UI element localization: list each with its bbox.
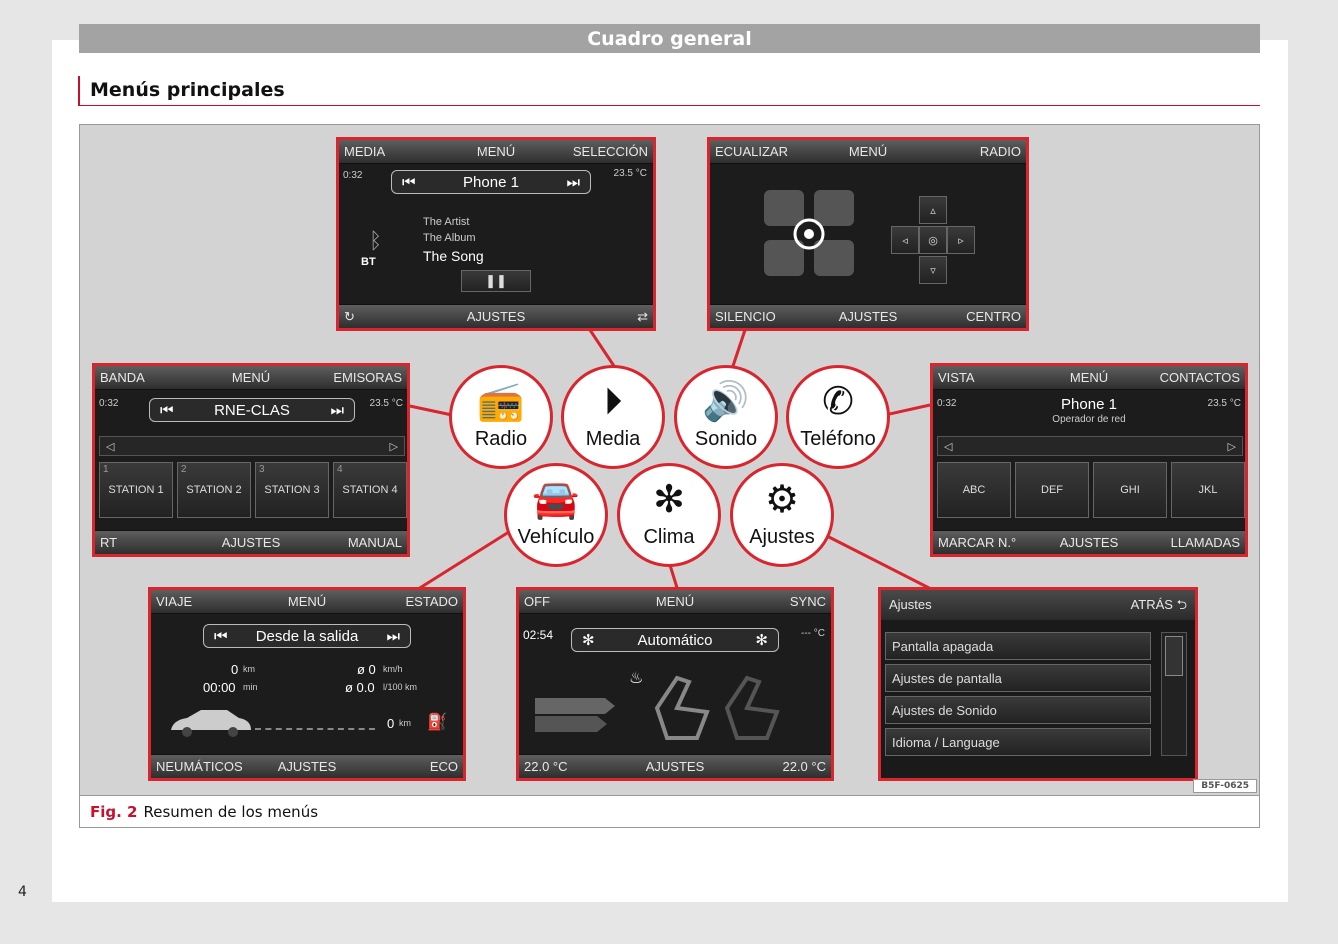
pause-button[interactable] bbox=[461, 270, 531, 292]
phone-tab-dial[interactable]: MARCAR N.° bbox=[938, 535, 1017, 550]
vehicle-screen bbox=[148, 587, 466, 781]
balance-left-button[interactable]: ◃ bbox=[891, 226, 919, 254]
trip-time-unit: min bbox=[243, 682, 258, 692]
phone-time: 0:32 bbox=[937, 398, 957, 409]
scrollbar-thumb[interactable] bbox=[1165, 636, 1183, 676]
figure-image bbox=[80, 125, 1259, 795]
figure-label: Fig. 2 bbox=[90, 803, 138, 821]
figure-caption bbox=[80, 795, 1259, 827]
balance-up-button[interactable]: ▵ bbox=[919, 196, 947, 224]
trip-avg-speed: ø 0 bbox=[357, 662, 376, 677]
radio-preset-2[interactable]: 2 STATION 2 bbox=[177, 462, 251, 518]
trip-selector[interactable] bbox=[203, 624, 411, 648]
sound-tab-settings[interactable]: AJUSTES bbox=[838, 309, 898, 324]
phone-key-abc[interactable]: ABC bbox=[937, 462, 1011, 518]
chevron-left-icon[interactable]: ◁ bbox=[106, 440, 115, 453]
radio-station-name: RNE-CLAS bbox=[214, 401, 290, 419]
next-icon[interactable]: ⏭ bbox=[386, 627, 400, 645]
vehicle-tab-trip[interactable]: VIAJE bbox=[156, 594, 193, 609]
settings-scrollbar[interactable] bbox=[1161, 632, 1187, 756]
gears-icon: ⚙ bbox=[764, 479, 800, 521]
phone-key-ghi[interactable]: GHI bbox=[1093, 462, 1167, 518]
media-tab-settings[interactable]: AJUSTES bbox=[466, 309, 526, 324]
vehicle-tab-tyres[interactable]: NEUMÁTICOS bbox=[156, 759, 243, 774]
radio-tab-rt[interactable]: RT bbox=[100, 535, 118, 550]
climate-tab-sync[interactable]: SYNC bbox=[789, 594, 826, 609]
radio-time: 0:32 bbox=[99, 398, 119, 409]
chevron-left-icon[interactable]: ◁ bbox=[944, 440, 953, 453]
hub-media[interactable]: ⏵ Media bbox=[561, 365, 665, 469]
media-time: 0:32 bbox=[343, 170, 363, 181]
hub-radio[interactable]: 📻 Radio bbox=[449, 365, 553, 469]
media-screen bbox=[336, 137, 656, 331]
speaker-icon: 🔊 bbox=[702, 381, 750, 423]
next-icon[interactable]: ⏭ bbox=[330, 401, 344, 419]
phone-temp: 23.5 °C bbox=[1207, 398, 1241, 409]
defrost-icon: ♨ bbox=[629, 670, 644, 687]
sound-tab-equalizer[interactable]: ECUALIZAR bbox=[715, 144, 788, 159]
settings-item-sound[interactable]: Ajustes de Sonido bbox=[885, 696, 1151, 724]
settings-item-language[interactable]: Idioma / Language bbox=[885, 728, 1151, 756]
media-tab-selection[interactable]: SELECCIÓN bbox=[572, 144, 649, 159]
fan-high-icon[interactable]: ✻ bbox=[755, 632, 768, 649]
settings-screen bbox=[878, 587, 1198, 781]
radio-icon: 📻 bbox=[477, 381, 525, 423]
figure-caption-text: Resumen de los menús bbox=[143, 803, 319, 821]
radio-tab-menu[interactable]: MENÚ bbox=[231, 370, 271, 385]
vehicle-tab-menu[interactable]: MENÚ bbox=[287, 594, 327, 609]
hub-climate[interactable]: ✻ Clima bbox=[617, 463, 721, 567]
phone-key-def[interactable]: DEF bbox=[1015, 462, 1089, 518]
section-title: Menús principales bbox=[78, 76, 1260, 106]
prev-icon[interactable]: ⏮ bbox=[402, 173, 416, 191]
sound-tab-menu[interactable]: MENÚ bbox=[848, 144, 888, 159]
radio-preset-nav[interactable] bbox=[99, 436, 405, 456]
radio-preset-1[interactable]: 1 STATION 1 bbox=[99, 462, 173, 518]
climate-temp-right[interactable]: 22.0 °C bbox=[782, 759, 826, 774]
media-tab-media[interactable]: MEDIA bbox=[344, 144, 386, 159]
phone-screen bbox=[930, 363, 1248, 557]
vehicle-tab-status[interactable]: ESTADO bbox=[405, 594, 458, 609]
car-seats-diagram bbox=[750, 184, 870, 288]
bluetooth-icon: ᛒ bbox=[369, 228, 383, 253]
figure bbox=[79, 124, 1260, 828]
play-icon: ⏵ bbox=[603, 381, 623, 423]
phone-operator: Operador de red bbox=[1052, 414, 1126, 425]
climate-mode-selector[interactable] bbox=[571, 628, 779, 652]
hub-vehicle[interactable]: 🚘 Vehículo bbox=[504, 463, 608, 567]
trip-distance-unit: km bbox=[243, 664, 255, 674]
balance-right-button[interactable]: ▹ bbox=[947, 226, 975, 254]
back-arrow-icon: ⮌ bbox=[1176, 597, 1187, 612]
figure-code: B5F-0625 bbox=[1193, 779, 1257, 793]
trip-distance: 0 bbox=[231, 662, 239, 677]
radio-screen bbox=[92, 363, 410, 557]
climate-tab-settings[interactable]: AJUSTES bbox=[645, 759, 705, 774]
media-source-name: Phone 1 bbox=[463, 173, 519, 191]
vehicle-tab-settings[interactable]: AJUSTES bbox=[277, 759, 337, 774]
car-silhouette-icon bbox=[167, 706, 253, 738]
phone-tab-view[interactable]: VISTA bbox=[938, 370, 975, 385]
media-album: The Album bbox=[423, 232, 476, 244]
trip-avg-consumption-unit: l/100 km bbox=[383, 682, 418, 692]
seats-illustration bbox=[637, 668, 807, 742]
chevron-right-icon[interactable]: ▷ bbox=[1227, 440, 1236, 453]
radio-preset-3[interactable]: 3 STATION 3 bbox=[255, 462, 329, 518]
settings-back-button[interactable]: ATRÁS ⮌ bbox=[1130, 597, 1187, 612]
fan-seat-icon: ✻ bbox=[653, 479, 685, 521]
radio-temp: 23.5 °C bbox=[369, 398, 403, 409]
pause-icon: ❚❚ bbox=[485, 273, 507, 288]
trip-time: 00:00 bbox=[203, 680, 236, 695]
phone-tab-calls[interactable]: LLAMADAS bbox=[1170, 535, 1240, 550]
climate-mode: Automático bbox=[637, 631, 713, 649]
radio-station-selector[interactable] bbox=[149, 398, 355, 422]
page-header: Cuadro general bbox=[79, 24, 1260, 53]
airflow-arrows bbox=[535, 688, 631, 734]
range-value: 0 bbox=[387, 716, 395, 731]
sound-tab-radio[interactable]: RADIO bbox=[979, 144, 1021, 159]
fuel-pump-icon: ⛽ bbox=[427, 714, 447, 731]
prev-icon[interactable]: ⏮ bbox=[160, 401, 174, 419]
trip-avg-consumption: ø 0.0 bbox=[345, 680, 375, 695]
sound-tab-center[interactable]: CENTRO bbox=[966, 309, 1021, 324]
trip-name: Desde la salida bbox=[255, 627, 359, 645]
range-bar bbox=[255, 728, 375, 730]
climate-outside-temp: --- °C bbox=[801, 628, 825, 639]
climate-time: 02:54 bbox=[523, 628, 554, 642]
media-song: The Song bbox=[423, 248, 484, 264]
radio-tab-settings[interactable]: AJUSTES bbox=[221, 535, 281, 550]
next-icon[interactable]: ⏭ bbox=[566, 173, 580, 191]
prev-icon[interactable]: ⏮ bbox=[214, 627, 228, 645]
phone-tab-settings[interactable]: AJUSTES bbox=[1059, 535, 1119, 550]
balance-center-button[interactable]: ◎ bbox=[919, 226, 947, 254]
media-tab-menu[interactable]: MENÚ bbox=[476, 144, 516, 159]
climate-temp-left[interactable]: 22.0 °C bbox=[524, 759, 568, 774]
media-temp: 23.5 °C bbox=[613, 168, 647, 179]
phone-name: Phone 1 bbox=[1061, 396, 1117, 413]
radio-tab-stations[interactable]: EMISORAS bbox=[333, 370, 402, 385]
media-artist: The Artist bbox=[423, 216, 470, 228]
balance-down-button[interactable]: ▿ bbox=[919, 256, 947, 284]
settings-item-display[interactable]: Ajustes de pantalla bbox=[885, 664, 1151, 692]
hub-phone[interactable]: ✆ Teléfono bbox=[786, 365, 890, 469]
phone-nav[interactable] bbox=[937, 436, 1243, 456]
sound-tab-mute[interactable]: SILENCIO bbox=[715, 309, 776, 324]
car-icon: 🚘 bbox=[532, 479, 580, 521]
hub-settings[interactable]: ⚙ Ajustes bbox=[730, 463, 834, 567]
page-number: 4 bbox=[18, 884, 27, 900]
trip-avg-speed-unit: km/h bbox=[383, 664, 403, 674]
climate-screen bbox=[516, 587, 834, 781]
settings-title: Ajustes bbox=[889, 597, 932, 612]
vehicle-tab-eco[interactable]: ECO bbox=[429, 759, 458, 774]
phone-key-jkl[interactable]: JKL bbox=[1171, 462, 1245, 518]
media-source-selector[interactable] bbox=[391, 170, 591, 194]
radio-tab-band[interactable]: BANDA bbox=[100, 370, 145, 385]
sound-screen bbox=[707, 137, 1029, 331]
repeat-icon[interactable]: ↻ bbox=[344, 309, 355, 324]
hub-sound[interactable]: 🔊 Sonido bbox=[674, 365, 778, 469]
radio-tab-manual[interactable]: MANUAL bbox=[347, 535, 402, 550]
range-unit: km bbox=[399, 718, 411, 728]
radio-preset-4[interactable]: 4 STATION 4 bbox=[333, 462, 407, 518]
phone-icon: ✆ bbox=[822, 381, 854, 423]
shuffle-icon[interactable]: ⇄ bbox=[637, 309, 649, 324]
chevron-right-icon[interactable]: ▷ bbox=[389, 440, 398, 453]
bt-label: BT bbox=[361, 256, 376, 268]
phone-tab-menu[interactable]: MENÚ bbox=[1069, 370, 1109, 385]
climate-tab-menu[interactable]: MENÚ bbox=[655, 594, 695, 609]
climate-tab-off[interactable]: OFF bbox=[524, 594, 550, 609]
phone-tab-contacts[interactable]: CONTACTOS bbox=[1159, 370, 1240, 385]
fan-low-icon[interactable]: ✻ bbox=[582, 632, 595, 649]
settings-item-screen-off[interactable]: Pantalla apagada bbox=[885, 632, 1151, 660]
